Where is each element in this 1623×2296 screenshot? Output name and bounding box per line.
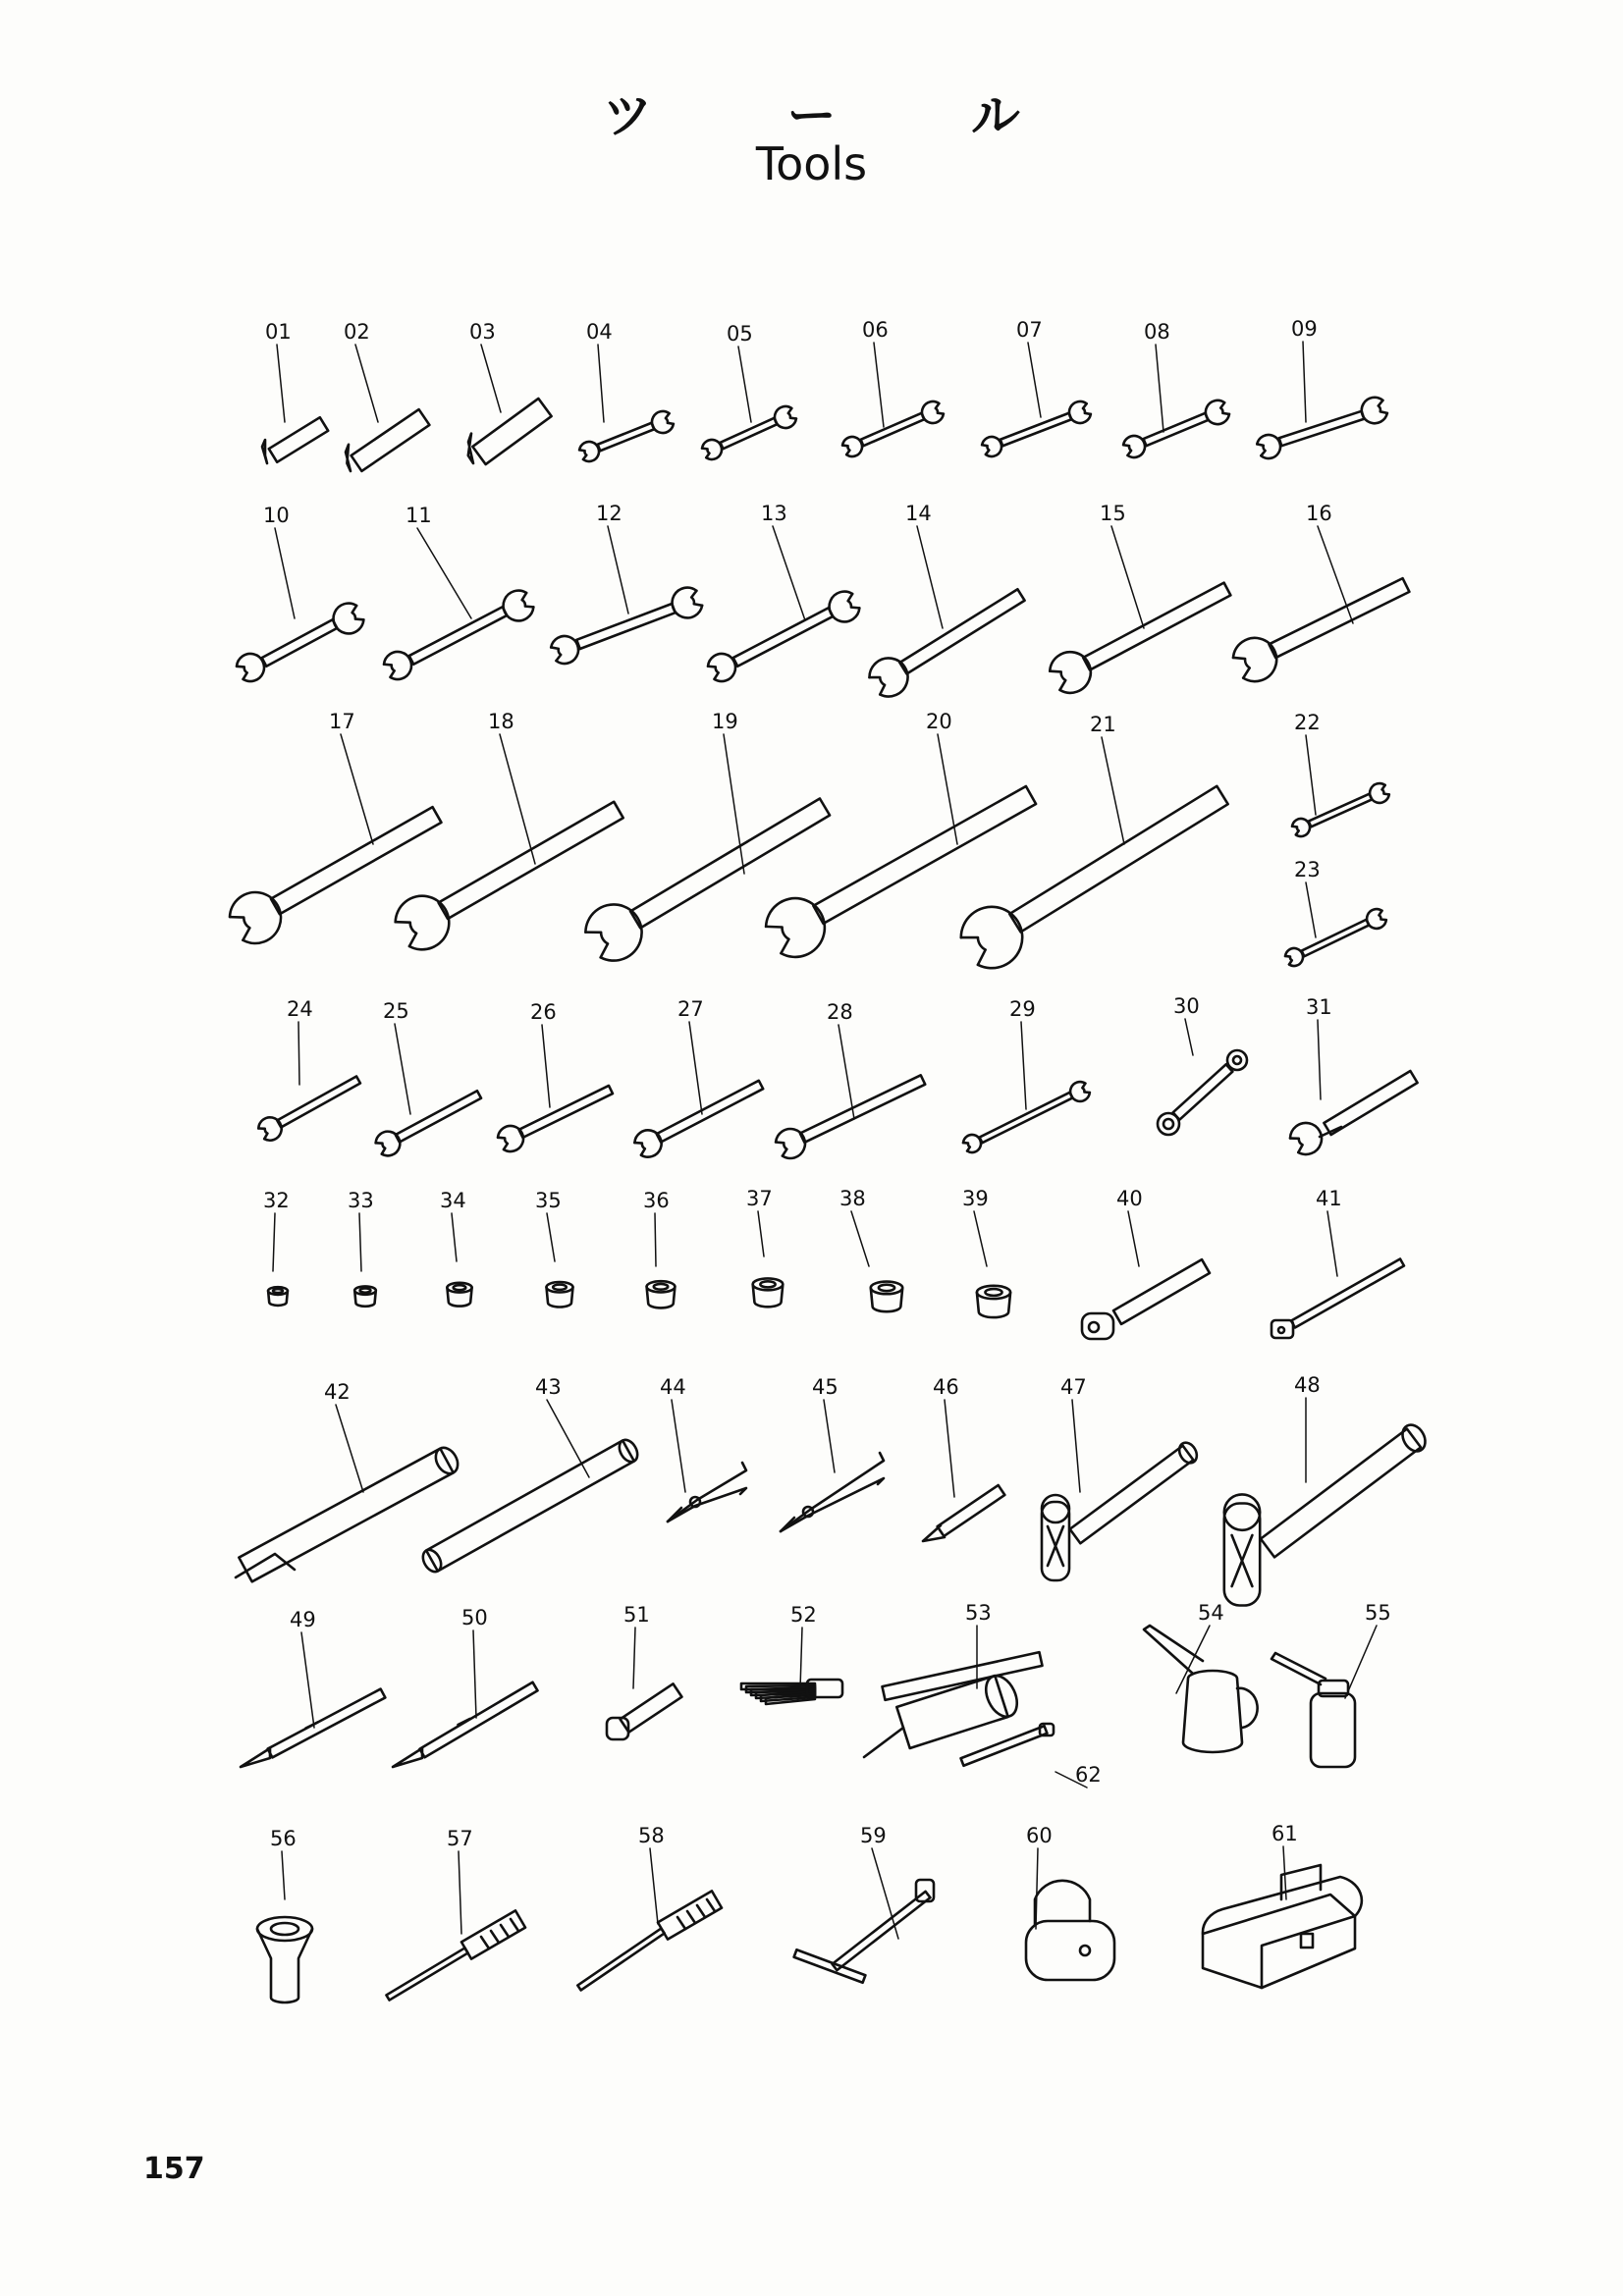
part-08-double-wrench — [1123, 345, 1229, 457]
part-number-label: 09 — [1291, 317, 1318, 341]
part-59-t-wrench — [794, 1848, 934, 1983]
part-04-double-wrench — [579, 345, 674, 461]
part-number-label: 46 — [933, 1375, 959, 1399]
part-17-spanner — [230, 734, 441, 943]
part-number-label: 28 — [827, 1000, 853, 1024]
part-number-label: 39 — [962, 1187, 989, 1210]
part-02-hex-key — [346, 345, 429, 471]
part-56-funnel-fitting — [257, 1851, 312, 2002]
part-number-label: 26 — [530, 1000, 557, 1024]
part-number-label: 12 — [596, 502, 622, 525]
part-16-spanner — [1233, 526, 1409, 681]
part-44-pliers — [668, 1400, 746, 1522]
part-number-label: 25 — [383, 999, 409, 1023]
part-number-label: 56 — [270, 1827, 297, 1850]
part-number-label: 06 — [862, 318, 889, 342]
part-number-label: 18 — [488, 710, 514, 733]
part-number-label: 38 — [839, 1187, 866, 1210]
part-number-label: 08 — [1144, 320, 1170, 344]
part-number-label: 03 — [469, 320, 496, 344]
part-57-screwdriver — [386, 1851, 525, 2001]
part-55-oiler — [1271, 1626, 1377, 1767]
part-24-spanner — [258, 1022, 360, 1141]
part-47-hammer — [1042, 1400, 1200, 1580]
part-number-label: 52 — [790, 1603, 817, 1627]
part-number-label: 57 — [447, 1827, 473, 1850]
part-30-ring-wrench — [1158, 1019, 1247, 1135]
part-14-spanner — [870, 526, 1025, 696]
part-39-socket — [974, 1211, 1010, 1317]
part-number-label: 45 — [812, 1375, 839, 1399]
part-number-label: 11 — [406, 504, 432, 527]
part-36-socket — [647, 1213, 676, 1308]
part-26-spanner — [498, 1025, 613, 1151]
part-29-double-wrench — [963, 1022, 1090, 1152]
part-54-oil-can — [1144, 1626, 1258, 1752]
part-number-label: 32 — [263, 1189, 290, 1212]
part-number-label: 47 — [1060, 1375, 1087, 1399]
part-number-label: 61 — [1271, 1822, 1298, 1845]
part-number-label: 48 — [1294, 1373, 1321, 1397]
part-52-feeler-gauge — [741, 1628, 842, 1704]
part-number-label: 53 — [965, 1601, 992, 1625]
part-number-label: 59 — [860, 1824, 887, 1847]
part-62-nozzle — [961, 1724, 1087, 1788]
part-number-label: 36 — [643, 1189, 670, 1212]
part-number-label: 13 — [761, 502, 787, 525]
part-34-socket — [447, 1213, 471, 1307]
part-27-spanner — [634, 1022, 763, 1157]
part-19-spanner — [585, 734, 830, 961]
part-58-screwdriver — [577, 1848, 722, 1990]
part-number-label: 54 — [1198, 1601, 1224, 1625]
part-11-double-wrench — [384, 528, 533, 679]
part-61-tool-box — [1203, 1846, 1362, 1988]
part-15-spanner — [1050, 526, 1230, 693]
part-number-label: 34 — [440, 1189, 466, 1212]
part-number-label: 14 — [905, 502, 932, 525]
part-number-label: 04 — [586, 320, 613, 344]
part-20-spanner — [766, 734, 1036, 957]
part-number-label: 15 — [1100, 502, 1126, 525]
part-number-label: 05 — [727, 322, 753, 346]
part-22-double-wrench — [1292, 735, 1389, 836]
part-48-hammer — [1224, 1398, 1430, 1606]
part-number-label: 29 — [1009, 997, 1036, 1021]
part-50-double-screwdriver — [393, 1630, 538, 1767]
part-07-double-wrench — [982, 343, 1091, 456]
part-number-label: 60 — [1026, 1824, 1053, 1847]
part-13-double-wrench — [708, 526, 859, 681]
part-32-socket — [268, 1213, 288, 1306]
part-number-label: 24 — [287, 997, 313, 1021]
part-03-hex-key — [468, 345, 552, 464]
part-number-label: 30 — [1173, 994, 1200, 1018]
part-09-double-wrench — [1257, 342, 1387, 458]
part-46-punch — [923, 1400, 1004, 1541]
part-38-socket — [851, 1211, 902, 1311]
part-35-socket — [547, 1213, 573, 1308]
part-number-label: 55 — [1365, 1601, 1391, 1625]
part-number-label: 58 — [638, 1824, 665, 1847]
part-60-padlock — [1026, 1848, 1114, 1980]
part-40-ratchet-handle — [1082, 1211, 1210, 1339]
part-23-double-wrench — [1285, 882, 1386, 966]
part-number-label: 35 — [535, 1189, 562, 1212]
part-number-label: 31 — [1306, 995, 1332, 1019]
part-49-double-screwdriver — [241, 1632, 385, 1767]
part-41-extension-bar — [1271, 1211, 1404, 1338]
part-10-double-wrench — [237, 528, 363, 681]
part-05-double-wrench — [702, 347, 796, 459]
part-28-spanner — [776, 1025, 925, 1158]
part-number-label: 01 — [265, 320, 292, 344]
part-43-bar — [419, 1400, 641, 1575]
part-45-pliers — [781, 1400, 884, 1531]
part-number-label: 43 — [535, 1375, 562, 1399]
page-title-english: Tools — [755, 137, 868, 190]
part-number-label: 10 — [263, 504, 290, 527]
part-number-label: 16 — [1306, 502, 1332, 525]
part-number-label: 23 — [1294, 858, 1321, 881]
part-number-label: 50 — [461, 1606, 488, 1629]
part-number-label: 21 — [1090, 713, 1116, 736]
part-12-double-wrench — [551, 526, 702, 664]
part-number-label: 37 — [746, 1187, 773, 1210]
part-number-label: 22 — [1294, 711, 1321, 734]
part-number-label: 42 — [324, 1380, 351, 1404]
part-number-label: 44 — [660, 1375, 686, 1399]
part-number-label: 51 — [623, 1603, 650, 1627]
part-number-label: 40 — [1116, 1187, 1143, 1210]
part-number-label: 17 — [329, 710, 355, 733]
page-title-japanese: ツ ー ル — [603, 87, 1079, 144]
part-25-spanner — [376, 1024, 481, 1155]
part-37-socket — [753, 1211, 784, 1307]
page-number: 157 — [143, 2152, 205, 2186]
part-number-label: 49 — [290, 1608, 316, 1631]
part-31-adjustable-wrench — [1290, 1020, 1418, 1154]
part-number-label: 02 — [344, 320, 370, 344]
part-06-double-wrench — [842, 343, 944, 456]
part-33-socket — [354, 1213, 376, 1307]
part-number-label: 41 — [1316, 1187, 1342, 1210]
part-number-label: 20 — [926, 710, 952, 733]
part-number-label: 27 — [677, 997, 704, 1021]
part-number-label: 19 — [712, 710, 738, 733]
part-21-spanner — [961, 737, 1228, 968]
part-number-label: 07 — [1016, 318, 1043, 342]
part-51-handle — [607, 1628, 681, 1739]
part-01-hex-key — [262, 345, 328, 463]
part-number-label: 33 — [348, 1189, 374, 1212]
part-number-label: 62 — [1075, 1763, 1102, 1787]
